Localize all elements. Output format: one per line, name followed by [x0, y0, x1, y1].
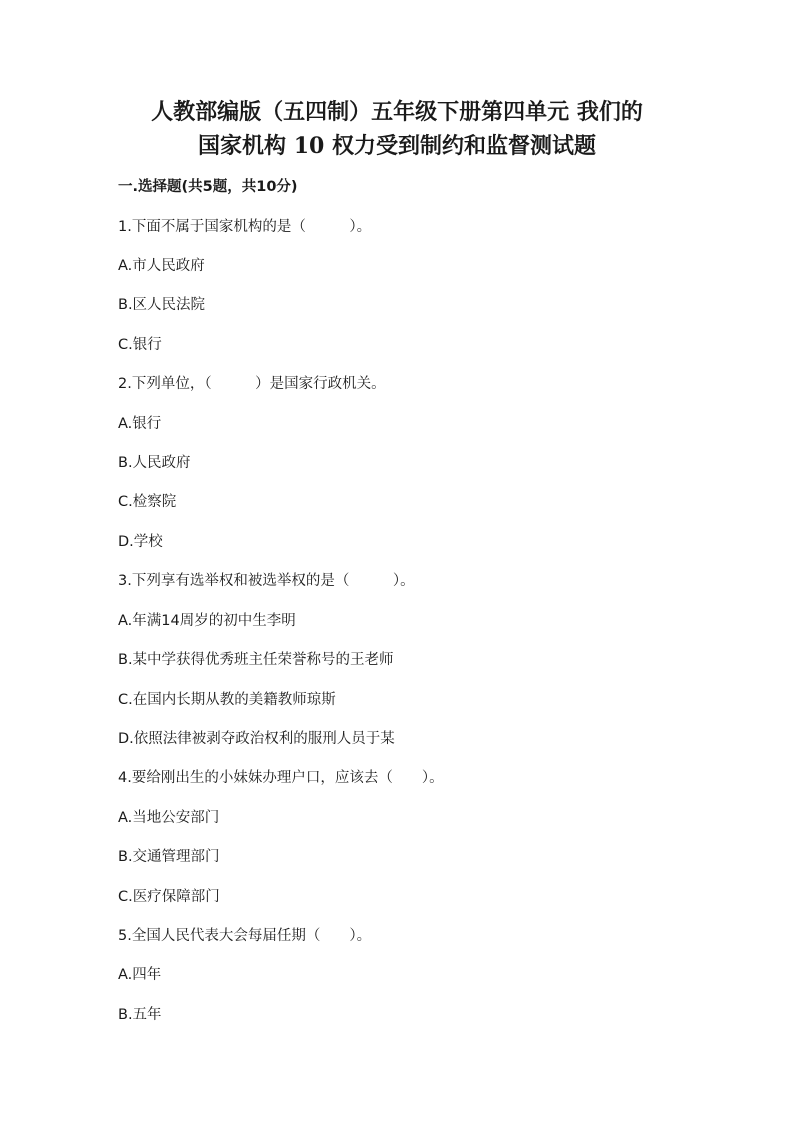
question-5-stem: 5.全国人民代表大会每届任期（ ）。	[118, 928, 372, 944]
question-3-stem: 3.下列享有选举权和被选举权的是（ ）。	[118, 573, 415, 589]
question-4-option-a: A.当地公安部门	[118, 810, 220, 826]
section-heading: 一.选择题(共5题，共10分)	[118, 179, 298, 195]
question-2-option-c: C.检察院	[118, 494, 177, 510]
question-4-option-b: B.交通管理部门	[118, 849, 220, 865]
question-2-option-d: D.学校	[118, 534, 163, 550]
question-3-option-b: B.某中学获得优秀班主任荣誉称号的王老师	[118, 652, 394, 668]
question-5-option-b: B.五年	[118, 1007, 162, 1023]
question-5-option-a: A.四年	[118, 967, 162, 983]
question-1-option-a: A.市人民政府	[118, 258, 205, 274]
question-4-stem: 4.要给刚出生的小妹妹办理户口，应该去（ ）。	[118, 770, 444, 786]
question-2-stem: 2.下列单位，（ ）是国家行政机关。	[118, 376, 386, 392]
document-title-line-1: 人教部编版（五四制）五年级下册第四单元 我们的	[151, 99, 643, 125]
question-2-option-a: A.银行	[118, 416, 162, 432]
question-4-option-c: C.医疗保障部门	[118, 889, 220, 905]
question-3-option-c: C.在国内长期从教的美籍教师琼斯	[118, 692, 336, 708]
question-2-option-b: B.人民政府	[118, 455, 191, 471]
question-3-option-d: D.依照法律被剥夺政治权利的服刑人员于某	[118, 731, 395, 747]
question-1-option-c: C.银行	[118, 337, 162, 353]
question-1-stem: 1.下面不属于国家机构的是（ ）。	[118, 219, 372, 235]
question-3-option-a: A.年满14周岁的初中生李明	[118, 613, 296, 629]
document-title-line-2: 国家机构 10 权力受到制约和监督测试题	[198, 133, 596, 159]
question-1-option-b: B.区人民法院	[118, 297, 206, 313]
